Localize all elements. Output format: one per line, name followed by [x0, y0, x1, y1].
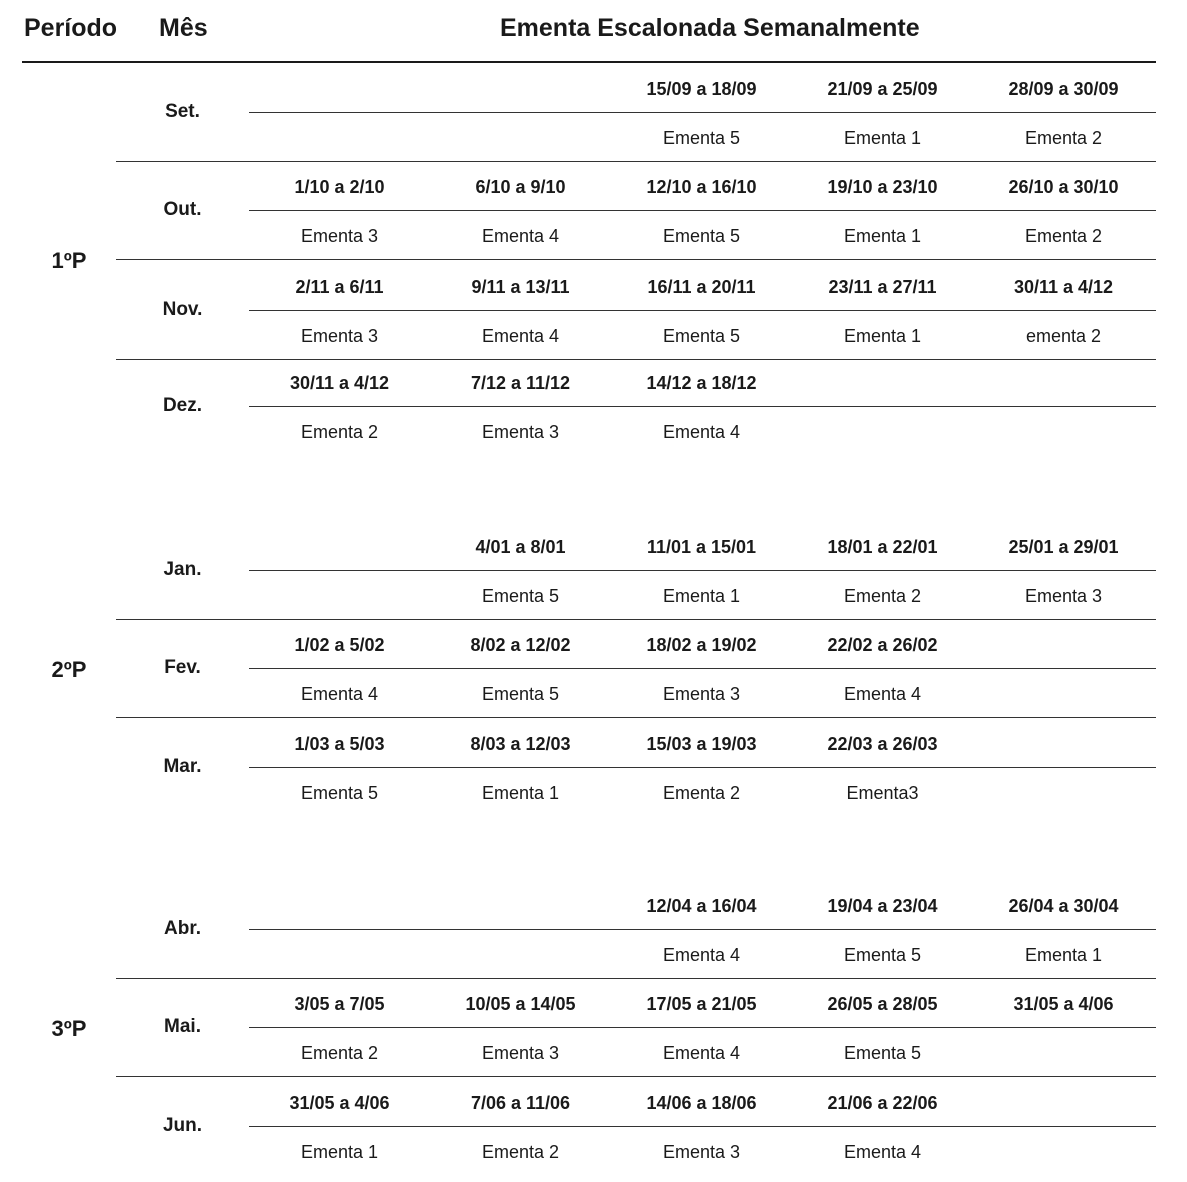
menu-cell: Ementa 4 [662, 945, 741, 965]
week-date-range: 12/10 a 16/10 [646, 177, 757, 197]
menu-cell [792, 420, 973, 444]
week-date-range: 31/05 a 4/06 [1013, 994, 1114, 1014]
month-divider [116, 259, 1156, 260]
week-date-range [430, 77, 611, 101]
month-label: Out. [163, 199, 202, 220]
menu-cell: Ementa 2 [300, 422, 379, 442]
menu-cell: Ementa 4 [843, 1142, 922, 1162]
month-label: Dez. [162, 395, 203, 416]
menu-cell: Ementa 1 [481, 783, 560, 803]
menu-cell: Ementa 1 [843, 226, 922, 246]
month-label: Mar. [163, 756, 202, 777]
menu-cell [973, 781, 1154, 805]
week-date-range: 14/06 a 18/06 [646, 1093, 757, 1113]
week-date-range: 14/12 a 18/12 [646, 373, 757, 393]
month-divider [116, 978, 1156, 979]
week-date-range: 11/01 a 15/01 [646, 537, 757, 557]
menu-cell: Ementa 2 [843, 586, 922, 606]
week-date-range: 26/10 a 30/10 [1008, 177, 1119, 197]
week-row-divider [249, 210, 1156, 211]
week-date-range: 23/11 a 27/11 [828, 277, 937, 297]
menu-cell: Ementa 3 [481, 422, 560, 442]
menu-cell: Ementa 5 [843, 945, 922, 965]
menu-cell: Ementa 4 [300, 684, 379, 704]
menu-cell: Ementa 5 [662, 226, 741, 246]
header-divider [22, 61, 1156, 63]
week-date-range: 10/05 a 14/05 [465, 994, 576, 1014]
menu-cell: Ementa 5 [662, 326, 741, 346]
week-date-range: 17/05 a 21/05 [646, 994, 757, 1014]
menu-cell: Ementa 1 [300, 1142, 379, 1162]
menu-cell [973, 1041, 1154, 1065]
month-divider [116, 359, 1156, 360]
menu-cell: Ementa 4 [662, 1043, 741, 1063]
period-3-label: 3ºP [51, 1016, 87, 1041]
week-date-range: 15/09 a 18/09 [646, 79, 757, 99]
month-label: Jan. [163, 559, 202, 580]
week-date-range [249, 77, 430, 101]
month-label: Set. [165, 101, 200, 122]
week-date-range: 9/11 a 13/11 [471, 277, 570, 297]
week-date-range [973, 371, 1154, 395]
header-ementa: Ementa Escalonada Semanalmente [500, 14, 920, 42]
menu-cell: Ementa 1 [843, 128, 922, 148]
menu-cell [973, 682, 1154, 706]
menu-cell: Ementa 5 [843, 1043, 922, 1063]
menu-cell: Ementa 2 [1024, 226, 1103, 246]
week-date-range [430, 894, 611, 918]
week-date-range: 21/06 a 22/06 [827, 1093, 938, 1113]
menu-cell: Ementa 5 [300, 783, 379, 803]
week-date-range: 6/10 a 9/10 [475, 177, 566, 197]
month-label: Fev. [164, 657, 201, 678]
menu-cell: Ementa 2 [1024, 128, 1103, 148]
week-row-divider [249, 668, 1156, 669]
month-divider [116, 1076, 1156, 1077]
month-divider [116, 717, 1156, 718]
menu-cell: Ementa 5 [662, 128, 741, 148]
menu-cell: Ementa 1 [662, 586, 741, 606]
week-row-divider [249, 1126, 1156, 1127]
menu-cell: Ementa 3 [1024, 586, 1103, 606]
period-2-label: 2ºP [51, 657, 87, 682]
week-row-divider [249, 310, 1156, 311]
month-label: Mai. [164, 1016, 201, 1037]
menu-cell: Ementa 4 [843, 684, 922, 704]
week-row-divider [249, 570, 1156, 571]
menu-cell: Ementa 3 [300, 326, 379, 346]
menu-cell [430, 943, 611, 967]
menu-cell [249, 943, 430, 967]
month-divider [116, 619, 1156, 620]
week-date-range: 19/04 a 23/04 [827, 896, 938, 916]
menu-cell: Ementa 2 [481, 1142, 560, 1162]
menu-cell: Ementa 4 [662, 422, 741, 442]
month-label: Abr. [164, 918, 201, 939]
week-date-range: 1/10 a 2/10 [294, 177, 385, 197]
month-label: Nov. [162, 299, 203, 320]
menu-cell: Ementa 1 [1024, 945, 1103, 965]
week-date-range [973, 633, 1154, 657]
month-divider [116, 161, 1156, 162]
week-date-range: 28/09 a 30/09 [1008, 79, 1119, 99]
week-date-range [792, 371, 973, 395]
week-date-range: 7/12 a 11/12 [470, 373, 571, 393]
menu-cell: Ementa 3 [662, 1142, 741, 1162]
header-periodo: Período [24, 14, 118, 42]
menu-cell: Ementa 1 [843, 326, 922, 346]
week-date-range: 8/03 a 12/03 [470, 734, 571, 754]
menu-cell: Ementa 4 [481, 326, 560, 346]
menu-cell [973, 420, 1154, 444]
week-row-divider [249, 112, 1156, 113]
menu-cell: ementa 2 [1025, 326, 1102, 346]
menu-cell [973, 1140, 1154, 1164]
week-date-range [249, 535, 430, 559]
week-date-range: 15/03 a 19/03 [646, 734, 757, 754]
menu-cell: Ementa 4 [481, 226, 560, 246]
week-date-range: 2/11 a 6/11 [295, 277, 384, 297]
header-mes: Mês [159, 14, 208, 42]
week-date-range: 7/06 a 11/06 [470, 1093, 571, 1113]
week-row-divider [249, 767, 1156, 768]
week-date-range: 30/11 a 4/12 [289, 373, 390, 393]
month-label: Jun. [162, 1115, 203, 1136]
week-date-range [249, 894, 430, 918]
menu-cell: Ementa 3 [300, 226, 379, 246]
week-date-range: 21/09 a 25/09 [827, 79, 938, 99]
week-date-range: 22/02 a 26/02 [827, 635, 938, 655]
week-date-range: 1/02 a 5/02 [294, 635, 385, 655]
menu-cell [249, 126, 430, 150]
menu-cell: Ementa3 [846, 783, 919, 803]
week-date-range: 31/05 a 4/06 [289, 1093, 390, 1113]
week-row-divider [249, 1027, 1156, 1028]
period-1-label: 1ºP [51, 247, 87, 273]
week-date-range: 8/02 a 12/02 [470, 635, 571, 655]
week-date-range: 22/03 a 26/03 [827, 734, 938, 754]
week-date-range: 16/11 a 20/11 [647, 277, 756, 297]
menu-cell: Ementa 3 [662, 684, 741, 704]
menu-cell: Ementa 2 [662, 783, 741, 803]
week-date-range: 4/01 a 8/01 [475, 537, 566, 557]
menu-cell [430, 126, 611, 150]
week-date-range: 3/05 a 7/05 [294, 994, 385, 1014]
week-date-range: 12/04 a 16/04 [646, 896, 757, 916]
week-date-range: 19/10 a 23/10 [827, 177, 938, 197]
menu-cell [249, 584, 430, 608]
week-date-range: 1/03 a 5/03 [294, 734, 385, 754]
week-date-range: 18/02 a 19/02 [646, 635, 757, 655]
menu-cell: Ementa 3 [481, 1043, 560, 1063]
week-date-range [973, 1091, 1154, 1115]
week-date-range: 25/01 a 29/01 [1008, 537, 1119, 557]
menu-cell: Ementa 2 [300, 1043, 379, 1063]
menu-cell: Ementa 5 [481, 684, 560, 704]
week-date-range: 18/01 a 22/01 [827, 537, 938, 557]
week-date-range: 26/04 a 30/04 [1008, 896, 1119, 916]
week-date-range: 26/05 a 28/05 [827, 994, 938, 1014]
week-date-range: 30/11 a 4/12 [1013, 277, 1114, 297]
week-row-divider [249, 929, 1156, 930]
week-row-divider [249, 406, 1156, 407]
week-date-range [973, 732, 1154, 756]
menu-cell: Ementa 5 [481, 586, 560, 606]
